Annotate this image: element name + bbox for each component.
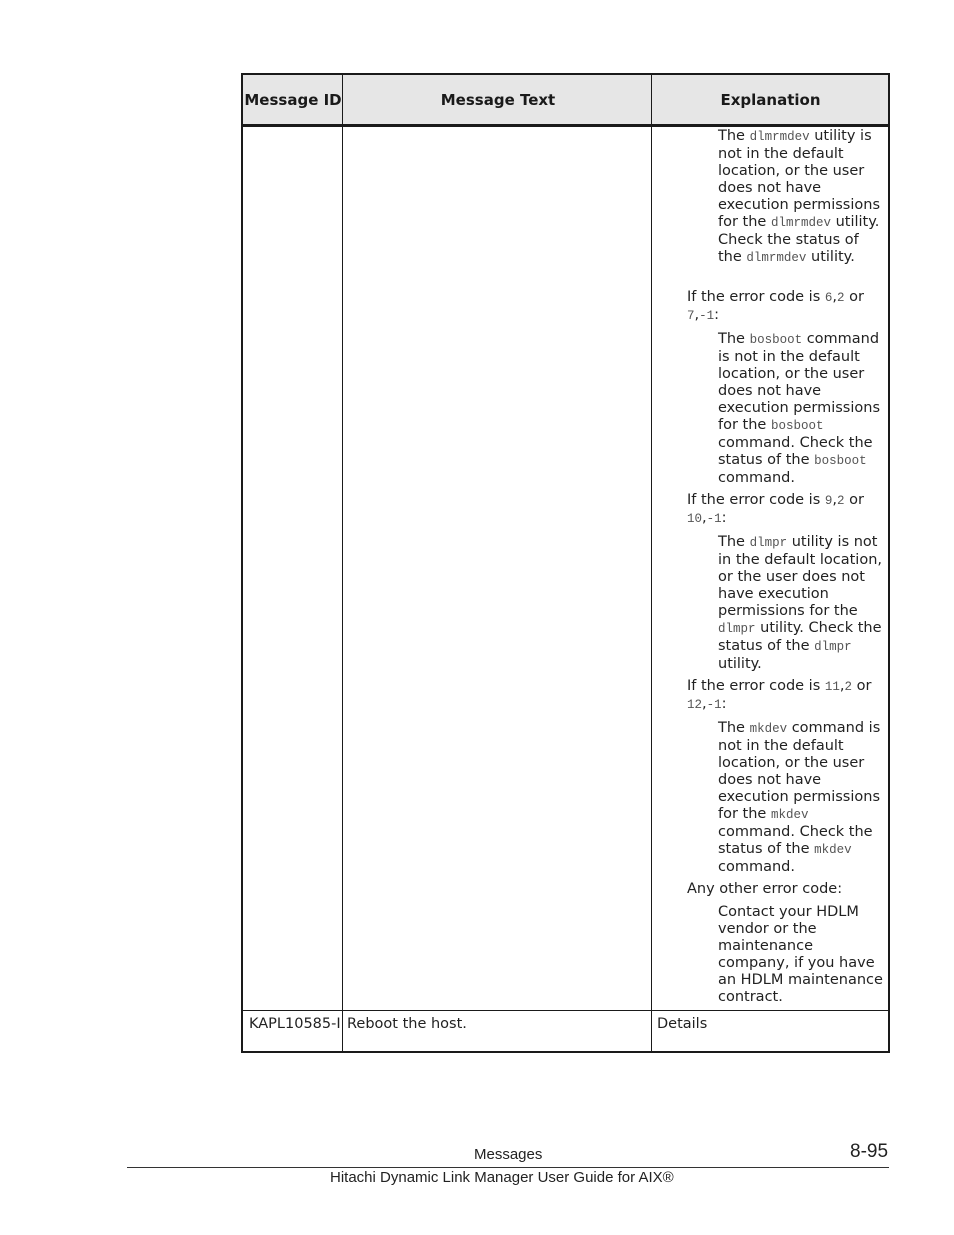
code-text: 9	[824, 494, 833, 508]
table-header	[243, 75, 888, 127]
text: If the error code is	[687, 289, 825, 305]
code-text: bosboot	[770, 419, 824, 433]
text: utility.	[718, 656, 762, 672]
explanation-block-bosboot	[718, 331, 884, 487]
text: or	[852, 678, 872, 694]
text: ,	[832, 289, 838, 305]
text: command is not in the default location, or the user does not have execution permissions for the	[718, 331, 881, 433]
text: The	[718, 128, 750, 144]
text: command. Check the status of the	[718, 824, 873, 857]
code-text: 2	[837, 494, 845, 508]
text: or	[844, 492, 864, 508]
code-text: 2	[837, 291, 845, 305]
code-text: -1	[706, 512, 722, 526]
text: :	[714, 307, 720, 323]
text: ,	[832, 492, 838, 508]
text: :	[721, 696, 727, 712]
error-code-condition	[687, 678, 882, 714]
code-text: mkdev	[770, 808, 809, 822]
error-code-condition: Any other error code:	[687, 881, 843, 897]
code-text: 11	[824, 680, 840, 694]
code-text: dlmpr	[814, 640, 852, 654]
code-text: 12	[687, 698, 703, 712]
text: utility is not in the default location, or the user does not have execution permissions for the	[718, 128, 881, 230]
code-text: 6	[824, 291, 833, 305]
explanation-block-dlmrmdev	[718, 128, 884, 267]
text: command.	[718, 859, 795, 875]
text: command is not in the default location, or the user does not have execution permissions for the	[718, 720, 881, 822]
footer-section-name: Messages	[474, 1146, 543, 1163]
text: utility is not in the default location, or the user does not have execution permissions for the	[718, 534, 883, 619]
code-text: bosboot	[814, 454, 867, 468]
text: ,	[839, 678, 845, 694]
code-text: 10	[687, 512, 703, 526]
text: utility. Check the status of the	[718, 620, 882, 654]
code-text: 7	[687, 309, 695, 323]
text: The	[718, 720, 750, 736]
footer-divider	[127, 1167, 889, 1168]
text: If the error code is	[687, 492, 825, 508]
code-text: mkdev	[749, 722, 788, 736]
column-divider	[342, 75, 343, 1051]
code-text: dlmpr	[718, 622, 756, 636]
text: command.	[718, 470, 795, 486]
message-text-cell: Reboot the host.	[347, 1016, 467, 1032]
message-table	[241, 73, 890, 1053]
explanation-cell: Details	[657, 1016, 708, 1032]
code-text: dlmrmdev	[770, 216, 831, 230]
code-text: bosboot	[749, 333, 803, 347]
text: ,	[694, 307, 700, 323]
explanation-block-contact: Contact your HDLM vendor or the maintenance company, if you have an HDLM maintenance contract.	[718, 904, 883, 1005]
row-divider	[243, 1010, 888, 1011]
code-text: -1	[699, 309, 715, 323]
text: ,	[702, 510, 707, 526]
header-explanation: Explanation	[720, 90, 821, 109]
code-text: dlmpr	[749, 536, 788, 550]
text: The	[718, 534, 750, 550]
header-message-text: Message Text	[440, 90, 556, 109]
explanation-block-dlmpr	[718, 534, 886, 673]
explanation-block-mkdev	[718, 720, 886, 876]
message-id-cell: KAPL10585-I	[249, 1016, 341, 1032]
text: If the error code is	[687, 678, 825, 694]
text: or	[844, 289, 864, 305]
code-text: dlmrmdev	[749, 130, 810, 144]
error-code-condition	[687, 289, 882, 325]
text: command. Check the status of the	[718, 435, 873, 468]
code-text: mkdev	[814, 843, 852, 857]
code-text: dlmrmdev	[746, 251, 807, 265]
text: The	[718, 331, 750, 347]
code-text: -1	[706, 698, 722, 712]
column-divider	[651, 75, 652, 1051]
code-text: 2	[844, 680, 853, 694]
text: utility.	[806, 249, 855, 265]
page-number: 8-95	[850, 1141, 889, 1162]
header-message-id: Message ID	[244, 90, 342, 109]
text: ,	[702, 696, 707, 712]
footer-document-title: Hitachi Dynamic Link Manager User Guide for AIX®	[330, 1169, 674, 1186]
text: :	[721, 510, 727, 526]
text: utility. Check the status of the	[718, 214, 880, 265]
error-code-condition	[687, 492, 882, 528]
